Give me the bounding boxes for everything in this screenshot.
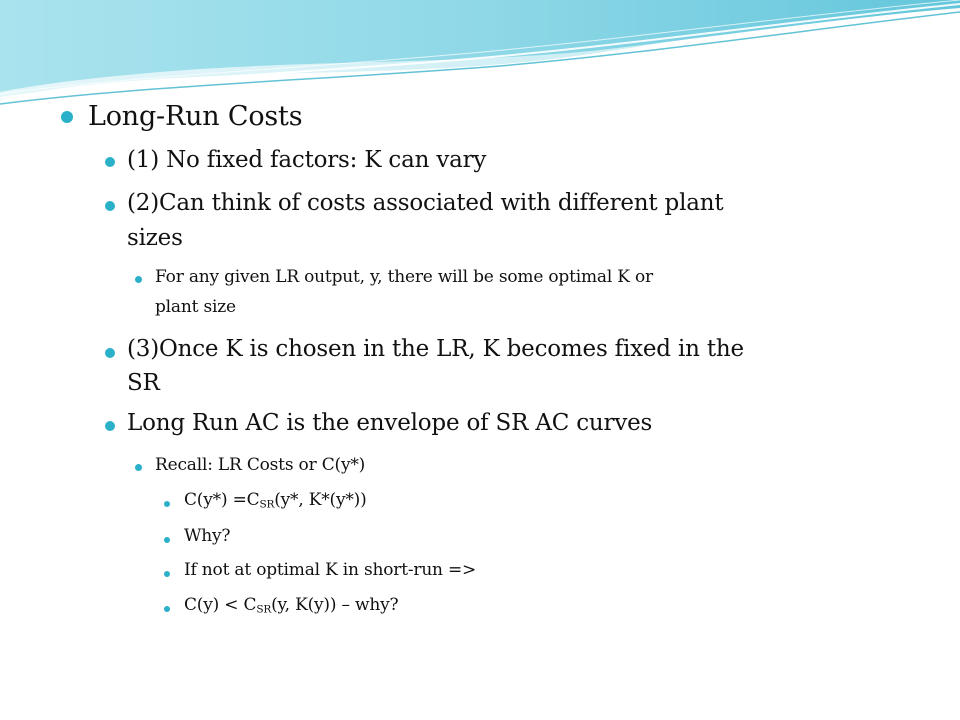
bullet-icon — [105, 348, 115, 358]
bullet-text: Recall: LR Costs or C(y*) — [155, 455, 366, 475]
bullet-icon — [135, 464, 142, 471]
bullet-icon — [61, 111, 73, 123]
eq2-post: (y, K(y)) – why? — [271, 595, 399, 615]
bullet-icon — [164, 537, 170, 543]
bullet-icon — [164, 571, 170, 577]
bullet-text-line1: (2)Can think of costs associated with different plant — [127, 190, 724, 216]
equation-2 — [184, 595, 398, 615]
bullet-icon — [105, 201, 115, 211]
bullet-icon — [105, 157, 115, 167]
slide-title: Long-Run Costs — [88, 101, 303, 132]
bullet-icon — [164, 606, 170, 612]
eq2-pre: C(y) < C — [184, 595, 257, 615]
eq1-post: (y*, K*(y*)) — [274, 490, 367, 510]
eq1-pre: C(y*) =C — [184, 490, 260, 510]
bullet-text-line2: sizes — [127, 225, 183, 251]
bullet-text: Long Run AC is the envelope of SR AC curves — [127, 410, 653, 436]
bullet-icon — [105, 421, 115, 431]
bullet-icon — [164, 501, 170, 507]
bullet-text-line1: (3)Once K is chosen in the LR, K becomes fixed in the — [127, 336, 744, 362]
eq1-sub: SR — [259, 498, 275, 511]
bullet-icon — [135, 276, 142, 283]
bullet-text: Why? — [184, 526, 231, 546]
bullet-text: If not at optimal K in short-run => — [184, 560, 477, 580]
eq2-sub: SR — [256, 603, 272, 616]
bullet-text-line2: SR — [127, 370, 160, 396]
bullet-text: (1) No fixed factors: K can vary — [127, 147, 487, 173]
equation-1 — [184, 490, 367, 510]
bullet-text-line1: For any given LR output, y, there will be some optimal K or — [155, 267, 653, 287]
bullet-text-line2: plant size — [155, 297, 236, 317]
